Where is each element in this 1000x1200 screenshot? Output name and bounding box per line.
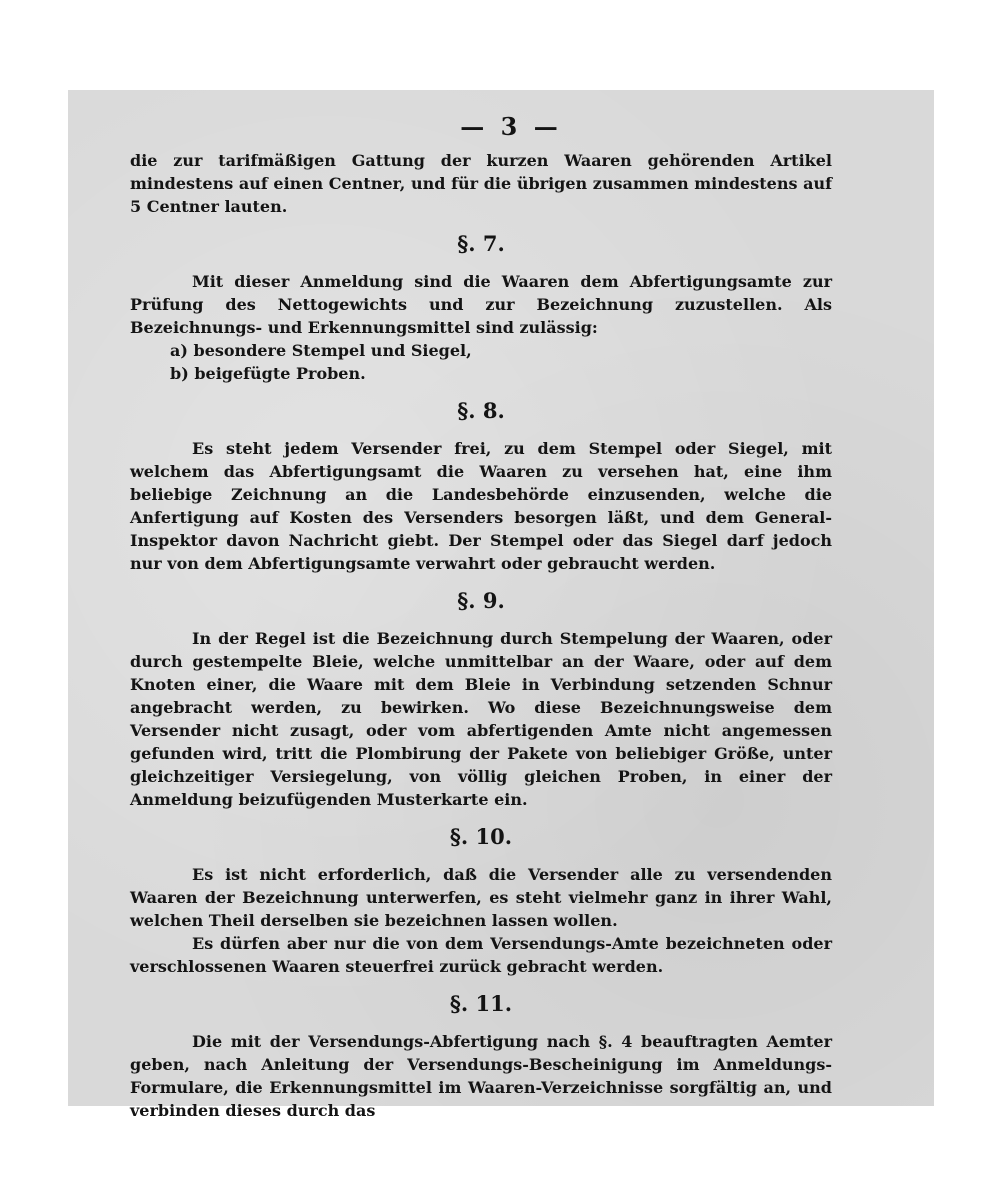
section-9-paragraph: In der Regel ist die Bezeichnung durch Stempelung der Waaren, oder durch gestempelte Bleie, welche unmittelbar an der Waare, oder auf dem Knoten einer, die Waare mit dem Bleie in Verbindung setzenden Schnur angebracht werden, zu bewirken. Wo diese Bezeichnungsweise dem Versender nicht zusagt, oder vom abfertigenden Amte nicht angemessen gefunden wird, tritt die Plombirung der Pakete von beliebiger Größe, unter gleichzeitiger Versiegelung, von völlig gleichen Proben, in einer der Anmeldung beizufügenden Musterkarte ein. <box>130 629 832 809</box>
section-10-paragraph-1: Es ist nicht erforderlich, daß die Versender alle zu versendenden Waaren der Bezeichnung unterwerfen, es steht vielmehr ganz in ihrer Wahl, welchen Theil derselben sie bezeichnen lassen wollen. <box>130 865 832 930</box>
section-7-heading: §. 7. <box>457 231 505 256</box>
section-11-heading: §. 11. <box>449 991 513 1016</box>
page-text <box>130 112 832 1122</box>
section-10-paragraph-2: Es dürfen aber nur die von dem Versendungs-Amte bezeichneten oder verschlossenen Waaren steuerfrei zurück gebracht werden. <box>130 934 832 976</box>
section-7-paragraph: Mit dieser Anmeldung sind die Waaren dem Abfertigungsamte zur Prüfung des Nettogewichts und zur Bezeichnung zuzustellen. Als Bezeichnungs- und Erkennungsmittel sind zulässig: <box>130 272 832 337</box>
intro-paragraph: die zur tarifmäßigen Gattung der kurzen Waaren gehörenden Artikel mindestens auf einen Centner, und für die übrigen zusammen mindestens auf 5 Centner lauten. <box>130 151 832 216</box>
page-number: — 3 — <box>460 112 562 141</box>
section-8-heading: §. 8. <box>457 398 505 423</box>
section-9-heading: §. 9. <box>457 588 505 613</box>
section-7-list <box>130 339 832 385</box>
section-11-paragraph: Die mit der Versendungs-Abfertigung nach §. 4 beauftragten Aemter geben, nach Anleitung der Versendungs-Bescheinigung im Anmeldungs-Formulare, die Erkennungsmittel im Waaren-Verzeichnisse sorgfältig an, und verbinden dieses durch das <box>130 1032 832 1120</box>
section-7-item-a: a) besondere Stempel und Siegel, <box>170 341 472 360</box>
section-10-heading: §. 10. <box>449 824 513 849</box>
section-8-paragraph: Es steht jedem Versender frei, zu dem Stempel oder Siegel, mit welchem das Abfertigungsamt die Waaren zu versehen hat, eine ihm beliebige Zeichnung an die Landesbehörde einzusenden, welche die Anfertigung auf Kosten des Versenders besorgen läßt, und dem General-Inspektor davon Nachricht giebt. Der Stempel oder das Siegel darf jedoch nur von dem Abfertigungsamte verwahrt oder gebraucht werden. <box>130 439 832 573</box>
section-7-item-b: b) beigefügte Proben. <box>170 364 366 383</box>
